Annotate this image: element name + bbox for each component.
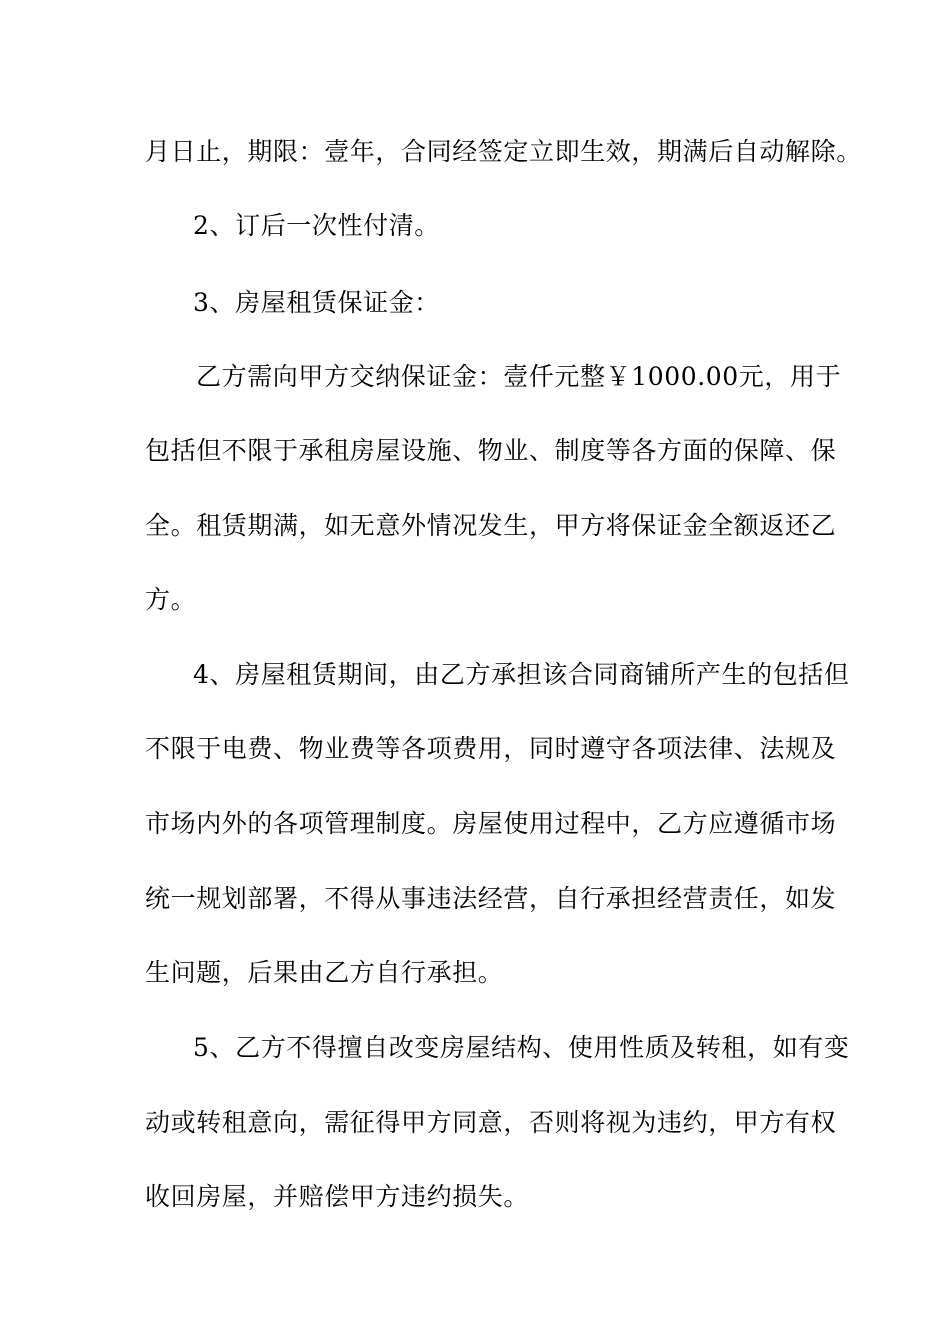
text-line: 包括但不限于承租房屋设施、物业、制度等各方面的保障、保 xyxy=(145,436,837,465)
text-line: 月日止，期限：壹年，合同经签定立即生效，期满后自动解除。 xyxy=(145,137,862,166)
text-line: 统一规划部署，不得从事违法经营，自行承担经营责任，如发 xyxy=(145,884,837,913)
text-line: 动或转租意向，需征得甲方同意，否则将视为违约，甲方有权 xyxy=(145,1108,837,1137)
text-line: 不限于电费、物业费等各项费用，同时遵守各项法律、法规及 xyxy=(145,734,837,763)
text-line: 市场内外的各项管理制度。房屋使用过程中，乙方应遵循市场 xyxy=(145,809,837,838)
text-line: 5、乙方不得擅自改变房屋结构、使用性质及转租，如有变 xyxy=(193,1033,850,1062)
text-line: 乙方需向甲方交纳保证金：壹仟元整￥1000.00元，用于 xyxy=(196,362,842,391)
text-line: 全。租赁期满，如无意外情况发生，甲方将保证金全额返还乙 xyxy=(145,511,837,540)
text-line: 方。 xyxy=(145,585,197,614)
text-line: 2、订后一次性付清。 xyxy=(193,211,440,240)
text-line: 生问题，后果由乙方自行承担。 xyxy=(145,958,504,987)
text-line: 3、房屋租赁保证金： xyxy=(193,288,440,317)
text-line: 4、房屋租赁期间，由乙方承担该合同商铺所产生的包括但 xyxy=(193,660,850,689)
text-line: 收回房屋，并赔偿甲方违约损失。 xyxy=(145,1182,530,1211)
